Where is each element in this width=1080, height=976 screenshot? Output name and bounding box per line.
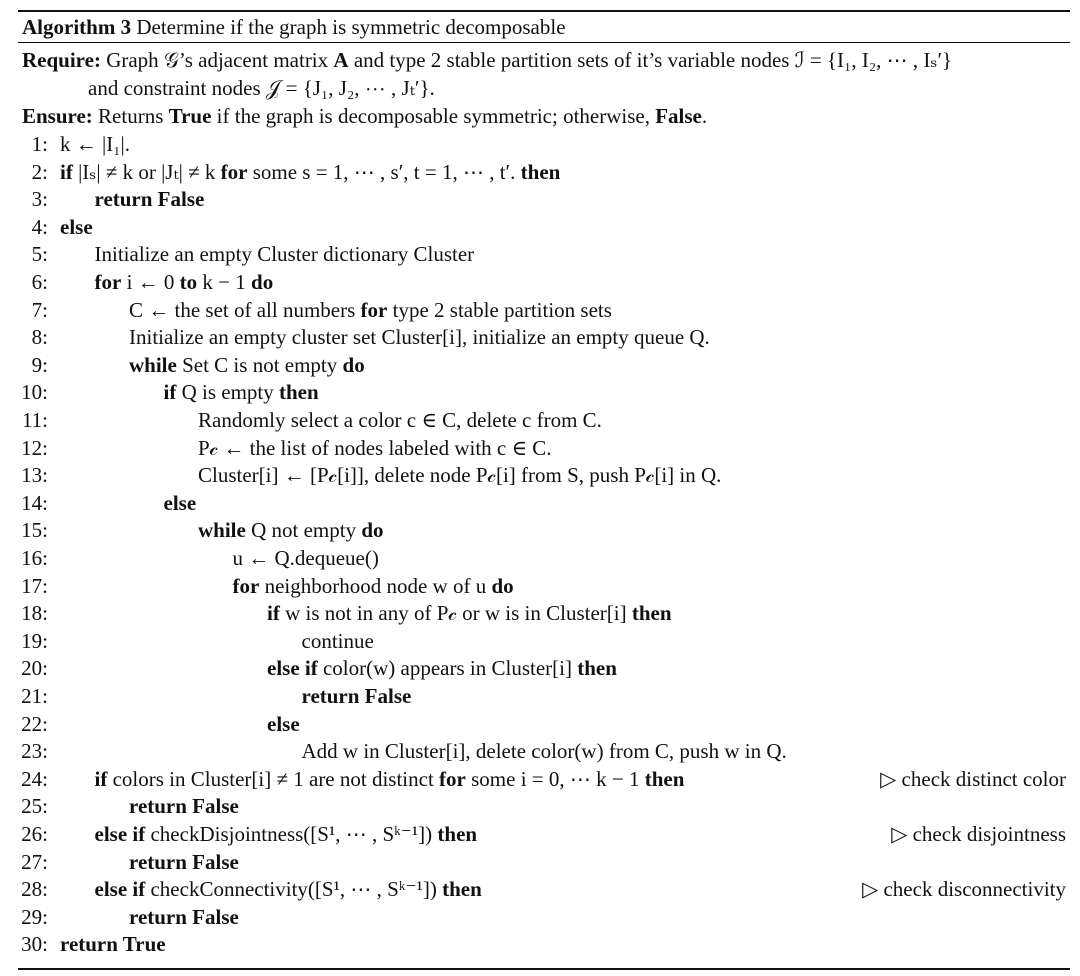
line-code: else if checkConnectivity([S¹, ⋯ , Sᵏ⁻¹]) then [94, 877, 482, 902]
line-number: 23: [21, 739, 48, 764]
algorithm-line [0, 296, 1080, 324]
line-code: else [163, 490, 197, 515]
line-number: 19: [21, 628, 48, 653]
algorithm-line [0, 682, 1080, 710]
line-code: else [267, 711, 300, 736]
line-comment: ▷ check disjointness [891, 822, 1066, 846]
line-number: 1: [31, 132, 48, 156]
algorithm-line [0, 130, 1080, 158]
line-number: 17: [21, 573, 48, 598]
line-comment: ▷ check disconnectivity [862, 877, 1066, 902]
algorithm-line [0, 930, 1080, 958]
line-code: P𝒸 ← the list of nodes labeled with c ∈ C. [198, 435, 552, 460]
line-code: while Q not empty do [198, 518, 384, 543]
line-code: return False [129, 904, 239, 929]
algorithm-line [0, 461, 1080, 489]
line-code: if w is not in any of P𝒸 or w is in Cluster[i] then [267, 601, 672, 626]
line-number: 22: [21, 711, 48, 736]
algorithm-line [0, 378, 1080, 406]
algorithm-line [0, 903, 1080, 931]
line-number: 21: [21, 684, 48, 708]
ensure-text: Returns True if the graph is decomposable symmetric; otherwise, False. [98, 104, 708, 128]
title-rule [18, 42, 1070, 43]
line-code: else [60, 214, 93, 239]
line-code: Initialize an empty cluster set Cluster[i], initialize an empty queue Q. [129, 325, 710, 350]
line-code: Add w in Cluster[i], delete color(w) from C, push w in Q. [301, 739, 787, 764]
algorithm-line [0, 158, 1080, 186]
line-number: 3: [31, 187, 48, 212]
algorithm-title-text: Determine if the graph is symmetric decomposable [136, 15, 566, 39]
line-code: Initialize an empty Cluster dictionary Cluster [94, 242, 475, 267]
line-code: C ← the set of all numbers for type 2 stable partition sets [129, 297, 612, 322]
algorithm-line [0, 572, 1080, 600]
algorithm-line [0, 654, 1080, 682]
require-keyword: Require: [22, 48, 101, 72]
algorithm-line [0, 792, 1080, 820]
ensure-line [22, 102, 707, 130]
line-number: 5: [31, 242, 48, 267]
algorithm-line [0, 351, 1080, 379]
line-number: 29: [21, 904, 48, 929]
require-line-2 [88, 74, 435, 102]
line-number: 18: [21, 601, 48, 626]
line-code: Randomly select a color c ∈ C, delete c from C. [198, 408, 602, 432]
line-code: return False [129, 849, 239, 874]
line-code: return True [60, 932, 166, 957]
line-number: 4: [31, 214, 48, 239]
line-number: 11: [21, 408, 48, 432]
line-code: else if color(w) appears in Cluster[i] then [267, 656, 617, 681]
algorithm-line [0, 710, 1080, 738]
top-rule [18, 10, 1070, 12]
line-code: k ← |I₁|. [60, 132, 130, 156]
line-code: u ← Q.dequeue() [232, 546, 379, 570]
line-number: 9: [31, 352, 48, 377]
line-code: if colors in Cluster[i] ≠ 1 are not distinct for some i = 0, ⋯ k − 1 then [94, 766, 685, 791]
line-code: return False [301, 684, 412, 708]
ensure-keyword: Ensure: [22, 104, 93, 128]
line-code: else if checkDisjointness([S¹, ⋯ , Sᵏ⁻¹]) then [94, 822, 478, 846]
algorithm-line [0, 627, 1080, 655]
line-number: 8: [31, 325, 48, 350]
algorithm-line [0, 820, 1080, 848]
require-line [22, 46, 952, 74]
line-code: continue [301, 628, 374, 653]
algorithm-line [0, 213, 1080, 241]
algorithm-line [0, 848, 1080, 876]
line-code: return False [129, 794, 239, 819]
algorithm-line [0, 406, 1080, 434]
require-text-1: Graph 𝒢’s adjacent matrix A and type 2 stable partition sets of it’s variable nodes ℐ = {I₁, I₂, ⋯ , Iₛ′} [106, 48, 953, 72]
algorithm-line [0, 489, 1080, 517]
line-code: return False [94, 187, 205, 212]
line-number: 7: [31, 297, 48, 322]
line-number: 16: [21, 546, 48, 570]
algorithm-line [0, 323, 1080, 351]
line-number: 28: [21, 877, 48, 902]
line-code: if Q is empty then [163, 380, 319, 405]
algorithm-label: Algorithm 3 [22, 15, 132, 39]
algorithm-title [22, 13, 566, 41]
algorithm-line [0, 544, 1080, 572]
line-number: 24: [21, 766, 48, 791]
line-code: while Set C is not empty do [129, 352, 365, 377]
algorithm-line [0, 737, 1080, 765]
bottom-rule [18, 968, 1070, 970]
algorithm-line [0, 765, 1080, 793]
line-number: 14: [21, 490, 48, 515]
algorithm-line [0, 875, 1080, 903]
line-number: 20: [21, 656, 48, 681]
line-number: 10: [21, 380, 48, 405]
algorithm-line [0, 268, 1080, 296]
line-number: 26: [21, 822, 48, 846]
line-comment: ▷ check distinct color [880, 766, 1066, 791]
line-code: Cluster[i] ← [P𝒸[i]], delete node P𝒸[i] from S, push P𝒸[i] in Q. [198, 463, 722, 488]
algorithm-line [0, 240, 1080, 268]
line-number: 6: [31, 270, 48, 294]
algorithm-line [0, 434, 1080, 462]
line-number: 27: [21, 849, 48, 874]
line-number: 30: [21, 932, 48, 957]
line-number: 25: [21, 794, 48, 819]
line-code: if |Iₛ| ≠ k or |Jₜ| ≠ k for some s = 1, ⋯ , s′, t = 1, ⋯ , t′. then [60, 159, 561, 184]
algorithm-line [0, 599, 1080, 627]
algorithm-line [0, 185, 1080, 213]
line-number: 12: [21, 435, 48, 460]
line-number: 15: [21, 518, 48, 543]
line-number: 2: [31, 159, 48, 184]
require-text-2: and constraint nodes 𝒥 = {J₁, J₂, ⋯ , Jₜ′}. [88, 76, 435, 100]
line-number: 13: [21, 463, 48, 488]
line-code: for neighborhood node w of u do [232, 573, 514, 598]
line-code: for i ← 0 to k − 1 do [94, 270, 274, 294]
algorithm-line [0, 516, 1080, 544]
